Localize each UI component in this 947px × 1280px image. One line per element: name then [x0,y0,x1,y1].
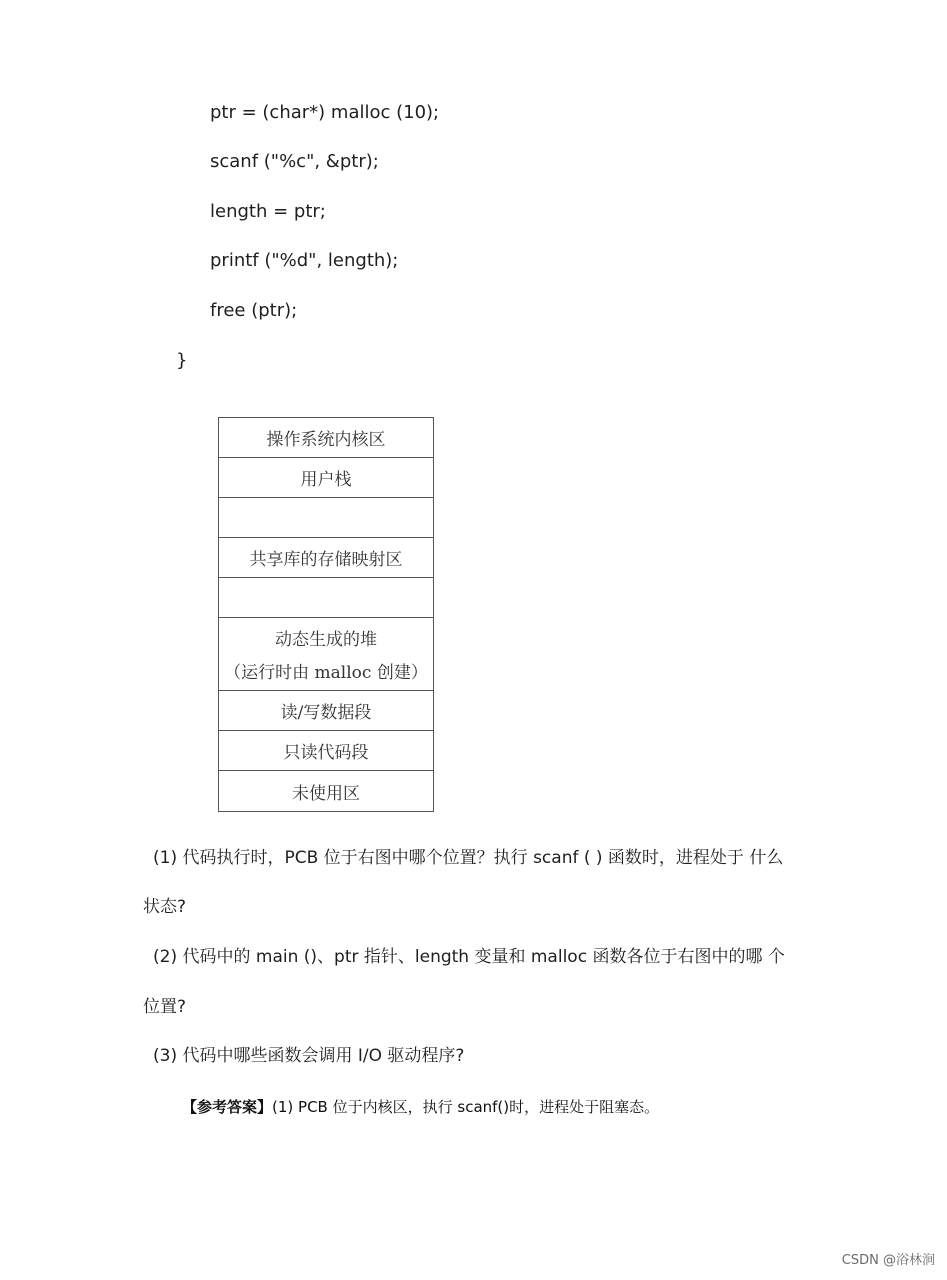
code-line-scanf: scanf ("%c", &ptr); [210,151,379,172]
mem-cell-kernel [219,418,433,458]
mem-cell-heap [219,618,433,691]
mem-cell-sublabel: （运行时由 malloc 创建） [224,663,428,683]
mem-cell-label: 未使用区 [292,783,360,804]
code-line-free: free (ptr); [210,300,298,321]
answer-tag: 【参考答案】 [182,1098,273,1116]
mem-cell-shared-lib [219,538,433,578]
mem-cell-unused [219,771,433,811]
reference-answer [182,1096,659,1118]
mem-cell-label: 动态生成的堆 [275,630,377,650]
mem-cell-label: 只读代码段 [283,743,369,763]
question-3-line-1: (3) 代码中哪些函数会调用 I/O 驱动程序? [153,1046,465,1066]
code-line-length: length = ptr; [210,201,326,222]
question-2-line-1: (2) 代码中的 main ()、ptr 指针、length 变量和 malloc 函数各位于右图中的哪 个 [153,947,785,967]
mem-cell-rw-data [219,691,433,731]
question-2-line-2: 位置? [143,997,187,1017]
mem-cell-user-stack [219,458,433,498]
closing-brace: } [176,350,188,371]
mem-cell-label: 操作系统内核区 [266,430,386,450]
code-line-malloc: ptr = (char*) malloc (10); [210,102,440,123]
mem-cell-label: 用户栈 [300,470,352,490]
mem-cell-empty-2 [219,578,433,618]
mem-cell-label: 共享库的存储映射区 [249,550,403,570]
watermark: CSDN @浴林涧 [841,1253,935,1268]
mem-cell-empty-1 [219,498,433,538]
mem-cell-label: 读/写数据段 [280,703,372,723]
question-1-line-1: (1) 代码执行时，PCB 位于右图中哪个位置？执行 scanf ( ) 函数时，进程处于 什么 [153,848,784,868]
question-1-line-2: 状态? [143,897,187,917]
answer-text: (1) PCB 位于内核区，执行 scanf()时，进程处于阻塞态。 [272,1098,660,1116]
memory-layout-diagram [218,417,434,812]
mem-cell-ro-code [219,731,433,771]
code-line-printf: printf ("%d", length); [210,250,399,271]
